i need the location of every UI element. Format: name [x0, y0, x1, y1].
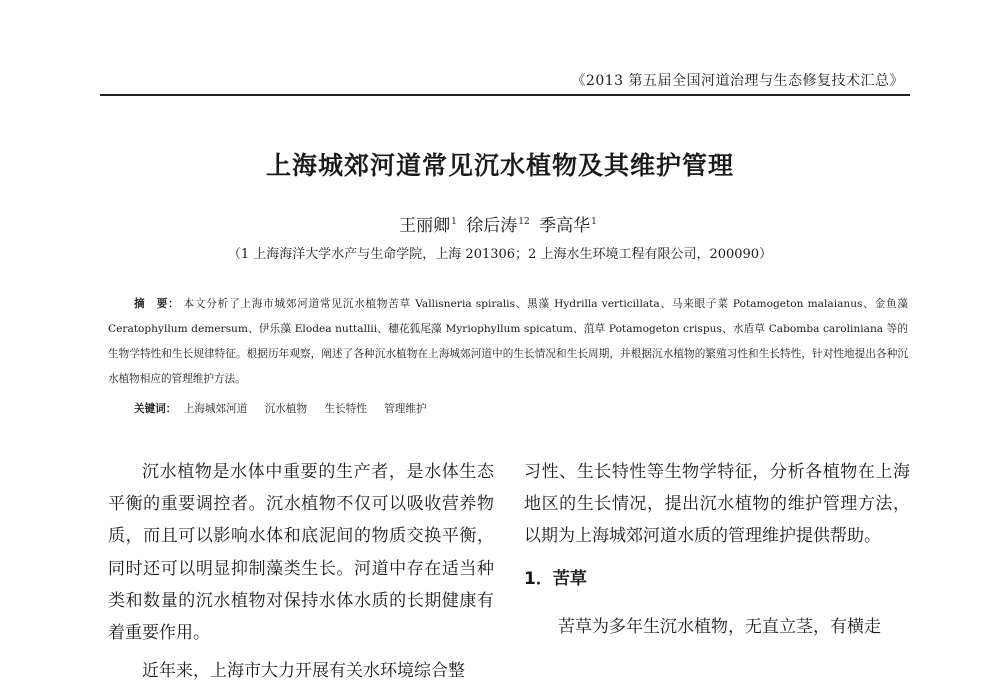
author-name: 徐后涛 — [466, 216, 518, 236]
abstract-text: 本文分析了上海市城郊河道常见沉水植物苦草 Vallisneria spiralis、黑藻 Hydrilla verticillata、马来眼子菜 Potamogeton malaianus、金鱼藻 Ceratophyllum demersum、伊乐藻 Elodea nuttallii、穗花狐尾藻 Myriophyllum spicatum、菹草 Potamogeton crispus、水盾草 Cabomba caroliniana 等的生物学特性和生长规律特征。根据历年观察，阐述了各种沉水植物在上海城郊河道中的生长情况和生长周期，并根据沉水植物的繁殖习性和生长特性，针对性地提出各种沉水植物相应的管理维护方法。 — [108, 298, 908, 385]
section-heading: 1．苦草 — [524, 568, 587, 589]
body-column-right — [524, 456, 910, 643]
abstract-label: 摘 要： — [134, 298, 180, 310]
keywords — [134, 401, 441, 416]
author-affil-mark: 1 — [591, 217, 597, 227]
body-paragraph: 苦草为多年生沉水植物，无直立茎，有横走 — [558, 616, 881, 637]
keyword: 上海城郊河道 — [183, 403, 248, 415]
body-paragraph: 习性、生长特性等生物学特征，分析各植物在上海地区的生长情况，提出沉水植物的维护管理方法，以期为上海城郊河道水质的管理维护提供帮助。 — [524, 462, 910, 547]
affiliations: （1 上海海洋大学水产与生命学院，上海 201306；2 上海水生环境工程有限公司，200090） — [227, 247, 773, 262]
body-column-left — [108, 456, 494, 687]
running-head: 《2013 第五届全国河道治理与生态修复技术汇总》 — [571, 73, 904, 89]
author-affil-mark: 12 — [518, 217, 530, 227]
header-rule — [100, 94, 910, 96]
author-name: 季高华 — [539, 216, 591, 236]
body-paragraph: 沉水植物是水体中重要的生产者，是水体生态平衡的重要调控者。沉水植物不仅可以吸收营养物质，而且可以影响水体和底泥间的物质交换平衡，同时还可以明显抑制藻类生长。河道中存在适当种类和数量的沉水植物对保持水体水质的长期健康有着重要作用。 — [108, 462, 494, 644]
keywords-label: 关键词： — [134, 403, 177, 415]
author-list — [0, 211, 1000, 236]
author-affil-mark: 1 — [451, 217, 457, 227]
paper-title: 上海城郊河道常见沉水植物及其维护管理 — [265, 151, 734, 180]
body-paragraph: 近年来，上海市大力开展有关水环境综合整 — [142, 661, 465, 682]
author-name: 王丽卿 — [399, 216, 451, 236]
keyword: 管理维护 — [384, 403, 427, 415]
keyword: 沉水植物 — [264, 403, 308, 415]
keyword: 生长特性 — [324, 403, 367, 415]
abstract — [108, 292, 908, 392]
